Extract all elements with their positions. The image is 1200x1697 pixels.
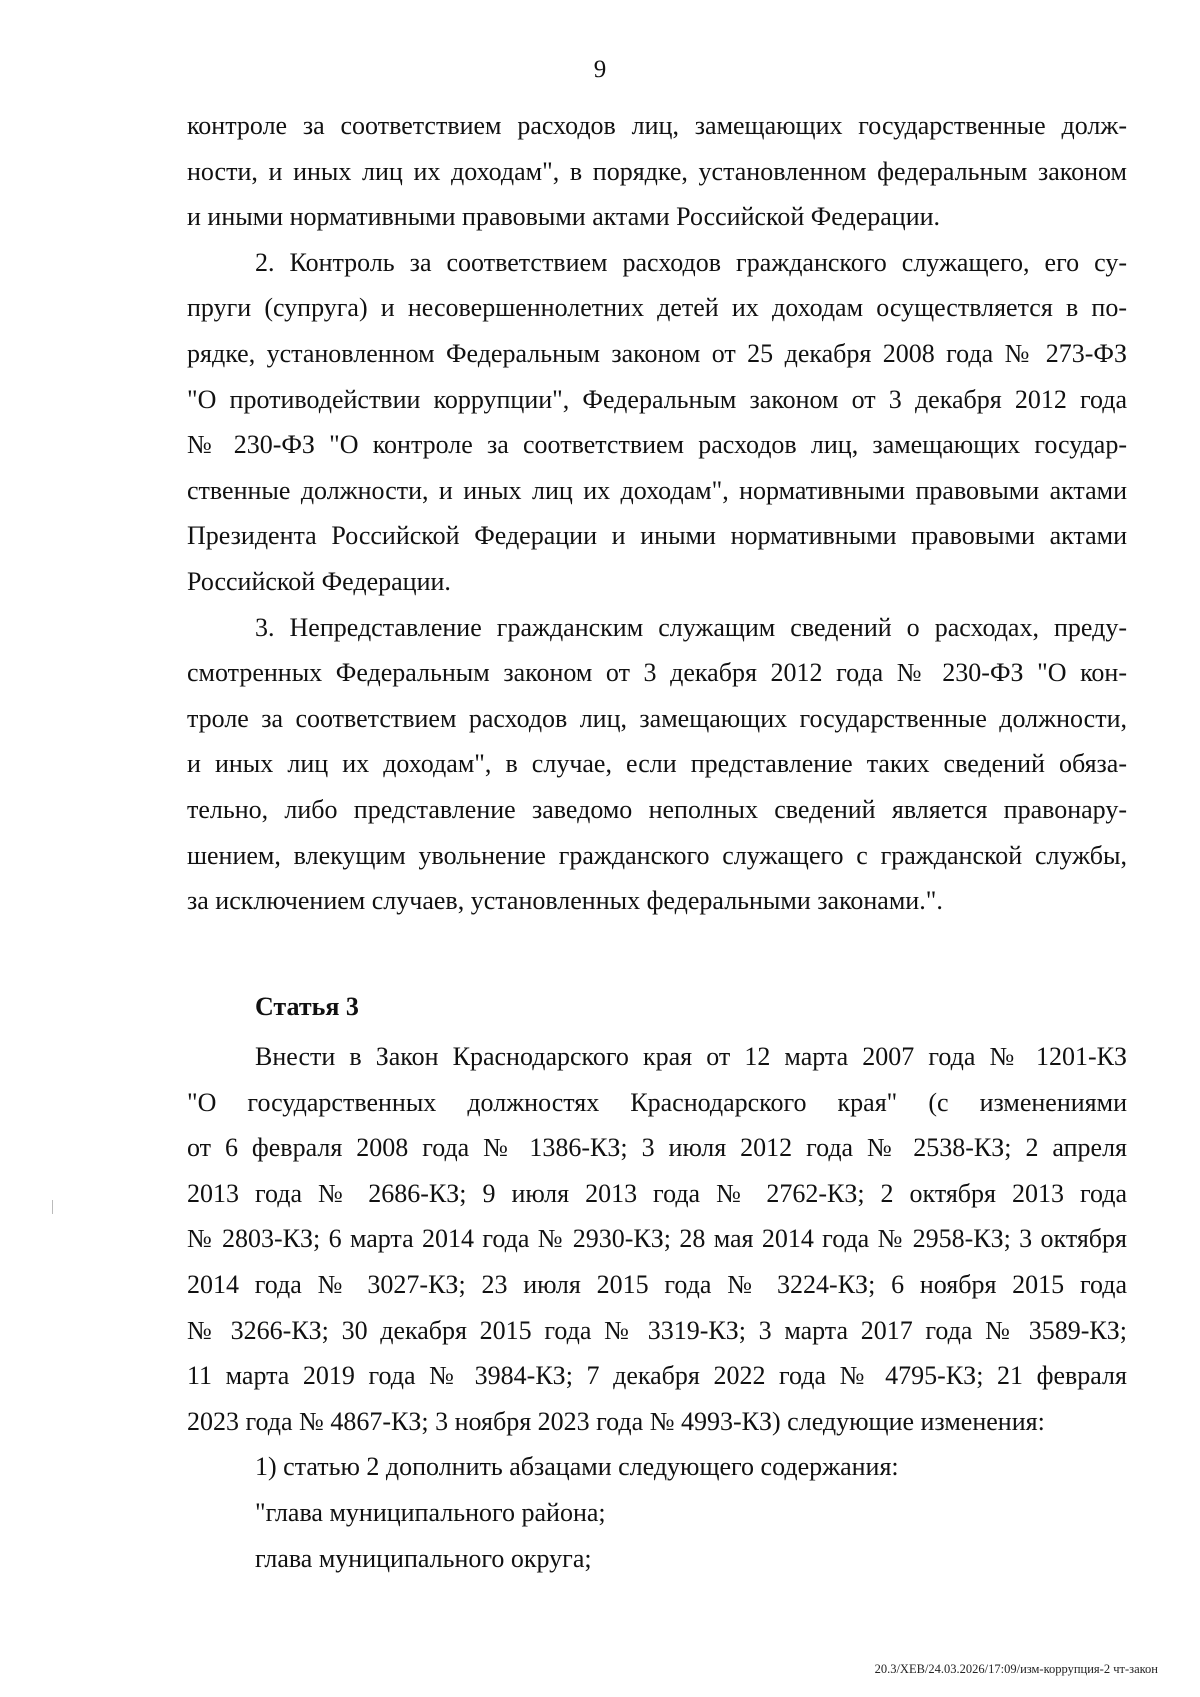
text-line: 11 марта 2019 года № 3984-КЗ; 7 декабря 2022 года № 4795-КЗ; 21 февраля	[187, 1361, 1127, 1391]
margin-mark	[52, 1200, 53, 1214]
article-title: Статья 3	[255, 992, 359, 1021]
text-line: 2023 года № 4867-КЗ; 3 ноября 2023 года № 4993-КЗ) следующие изменения:	[187, 1406, 1045, 1436]
text-line: от 6 февраля 2008 года № 1386-КЗ; 3 июля 2012 года № 2538-КЗ; 2 апреля	[187, 1133, 1127, 1163]
text-line: и иными нормативными правовыми актами Российской Федерации.	[187, 202, 941, 232]
page-number: 9	[593, 56, 607, 83]
text-line: смотренных Федеральным законом от 3 декабря 2012 года № 230-ФЗ "О кон-	[187, 658, 1127, 688]
text-line: 2014 года № 3027-КЗ; 23 июля 2015 года № 3224-КЗ; 6 ноября 2015 года	[187, 1269, 1127, 1299]
text-line: за исключением случаев, установленных федеральными законами.".	[187, 886, 943, 916]
text-line: 3. Непредставление гражданским служащим сведений о расходах, преду-	[255, 612, 1127, 642]
text-line: 1) статью 2 дополнить абзацами следующего содержания:	[255, 1452, 899, 1482]
document-footer-code: 20.3/ХЕВ/24.03.2026/17:09/изм-коррупция-2 чт-закон	[874, 1662, 1158, 1676]
text-line: тельно, либо представление заведомо неполных сведений является правонару-	[187, 794, 1127, 824]
text-line: шением, влекущим увольнение гражданского служащего с гражданской службы,	[187, 840, 1127, 870]
text-line: "О противодействии коррупции", Федеральным законом от 3 декабря 2012 года	[187, 384, 1127, 414]
text-line: Внести в Закон Краснодарского края от 12 марта 2007 года № 1201-КЗ	[255, 1042, 1127, 1071]
text-line: "глава муниципального района;	[255, 1497, 606, 1527]
text-line: рядке, установленном Федеральным законом от 25 декабря 2008 года № 273-ФЗ	[187, 338, 1127, 368]
article-3-body	[187, 1034, 1127, 1581]
text-line: № 2803-КЗ; 6 марта 2014 года № 2930-КЗ; 28 мая 2014 года № 2958-КЗ; 3 октября	[187, 1224, 1127, 1254]
text-line: ности, и иных лиц их доходам", в порядке, установленном федеральным законом	[187, 156, 1127, 186]
article-2-body	[187, 103, 1127, 924]
text-line: и иных лиц их доходам", в случае, если представление таких сведений обяза-	[187, 749, 1127, 779]
text-line: 2. Контроль за соответствием расходов гражданского служащего, его су-	[255, 247, 1127, 277]
text-line: глава муниципального округа;	[255, 1543, 592, 1573]
text-line: Президента Российской Федерации и иными нормативными правовыми актами	[187, 521, 1127, 551]
text-line: троле за соответствием расходов лиц, замещающих государственные должности,	[187, 703, 1127, 733]
text-line: контроле за соответствием расходов лиц, замещающих государственные долж-	[187, 111, 1127, 140]
text-line: 2013 года № 2686-КЗ; 9 июля 2013 года № 2762-КЗ; 2 октября 2013 года	[187, 1178, 1127, 1208]
text-line: ственные должности, и иных лиц их доходам", нормативными правовыми актами	[187, 475, 1127, 505]
text-line: № 3266-КЗ; 30 декабря 2015 года № 3319-КЗ; 3 марта 2017 года № 3589-КЗ;	[187, 1315, 1127, 1345]
text-line: пруги (супруга) и несовершеннолетних детей их доходам осуществляется в по-	[187, 293, 1127, 323]
text-line: "О государственных должностях Краснодарского края" (с изменениями	[187, 1087, 1127, 1117]
text-line: Российской Федерации.	[187, 566, 451, 596]
text-line: № 230-ФЗ "О контроле за соответствием расходов лиц, замещающих государ-	[187, 430, 1127, 460]
